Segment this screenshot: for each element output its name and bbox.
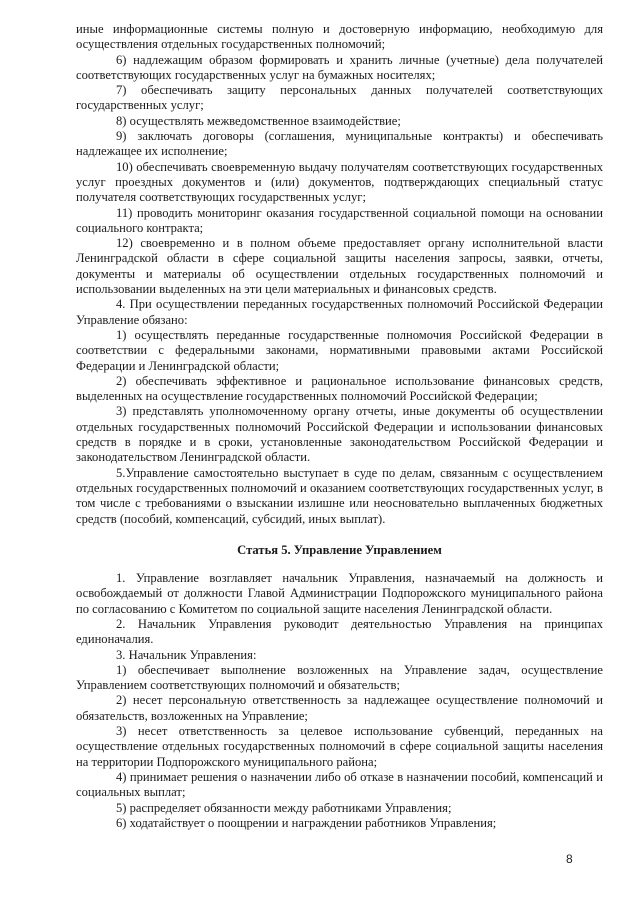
article-section: [76, 571, 603, 831]
list-item: 2) несет персональную ответственность за надлежащее осуществление полномочий и обязательств, возложенных на Управление;: [76, 693, 603, 723]
list-item: 8) осуществлять межведомственное взаимодействие;: [116, 113, 401, 128]
list-item: 11) проводить мониторинг оказания государственной социальной помощи на основании социального контракта;: [76, 205, 603, 235]
paragraph: 5.Управление самостоятельно выступает в суде по делам, связанным с осуществлением отдельных государственных полномочий и оказанием соответствующих государственных услуг, в том числе с требованиями о взыскании излишне или неосновательно выплаченных бюджетных средств (пособий, компенсаций, субсидий, иных выплат).: [76, 465, 603, 526]
top-section: [76, 22, 603, 527]
list-item: 4) принимает решения о назначении либо об отказе в назначении пособий, компенсаций и социальных выплат;: [76, 769, 603, 800]
list-item: 9) заключать договоры (соглашения, муниципальные контракты) и обеспечивать надлежащее их исполнение;: [76, 129, 603, 159]
list-item: 6) ходатайствует о поощрении и награждении работников Управления;: [116, 815, 497, 830]
list-item: 12) своевременно и в полном объеме предоставляет органу исполнительной власти Ленинградской области в сфере социальной защиты населения запросы, заявки, отчеты, документы и материалы об осуществлении отдельных государственных полномочий и использовании выделенных на эти цели материальных и финансовых средств.: [76, 236, 603, 297]
list-item: 6) надлежащим образом формировать и хранить личные (учетные) дела получателей соответствующих государственных услуг на бумажных носителях;: [76, 52, 603, 82]
list-item: 3) несет ответственность за целевое использование субвенций, переданных на осуществление отдельных государственных полномочий в сфере социальной защиты населения на территории Подпорожского муниципального района;: [76, 724, 603, 769]
list-item: 3) представлять уполномоченному органу отчеты, иные документы об осуществлении отдельных государственных полномочий Российской Федерации и использовании финансовых средств в порядке и в сроки, установленные законодательством Российской Федерации и законодательством Ленинградской области.: [76, 404, 603, 465]
list-item: 2) обеспечивать эффективное и рациональное использование финансовых средств, выделенных на осуществление государственных полномочий Российской Федерации;: [76, 373, 603, 404]
list-item: 1) обеспечивает выполнение возложенных на Управление задач, осуществление Управлением соответствующих полномочий и обязательств;: [76, 662, 603, 693]
list-item: 5) распределяет обязанности между работниками Управления;: [116, 800, 452, 815]
article-heading: Статья 5. Управление Управлением: [237, 542, 442, 557]
page-number: 8: [566, 852, 573, 866]
paragraph: иные информационные системы полную и достоверную информацию, необходимую для осуществления отдельных государственных полномочий;: [76, 22, 603, 52]
list-item: 1) осуществлять переданные государственные полномочия Российской Федерации в соответствии с федеральными законами, нормативными правовыми актами Российской Федерации и Ленинградской области;: [76, 327, 603, 373]
paragraph: 1. Управление возглавляет начальник Управления, назначаемый на должность и освобождаемый от должности Главой Администрации Подпорожского муниципального района по согласованию с Комитетом по социальной защите населения Ленинградской области.: [76, 571, 603, 616]
paragraph: 2. Начальник Управления руководит деятельностью Управления на принципах единоначалия.: [76, 616, 603, 647]
list-item: 10) обеспечивать своевременную выдачу получателям соответствующих государственных услуг проездных документов и (или) документов, подтверждающих специальный статус получателя соответствующих государственных услуг;: [76, 159, 603, 205]
paragraph: 3. Начальник Управления:: [116, 647, 257, 662]
document-page: [76, 22, 603, 831]
list-item: 7) обеспечивать защиту персональных данных получателей соответствующих государственных услуг;: [76, 83, 603, 113]
paragraph: 4. При осуществлении переданных государственных полномочий Российской Федерации Управление обязано:: [76, 297, 603, 327]
